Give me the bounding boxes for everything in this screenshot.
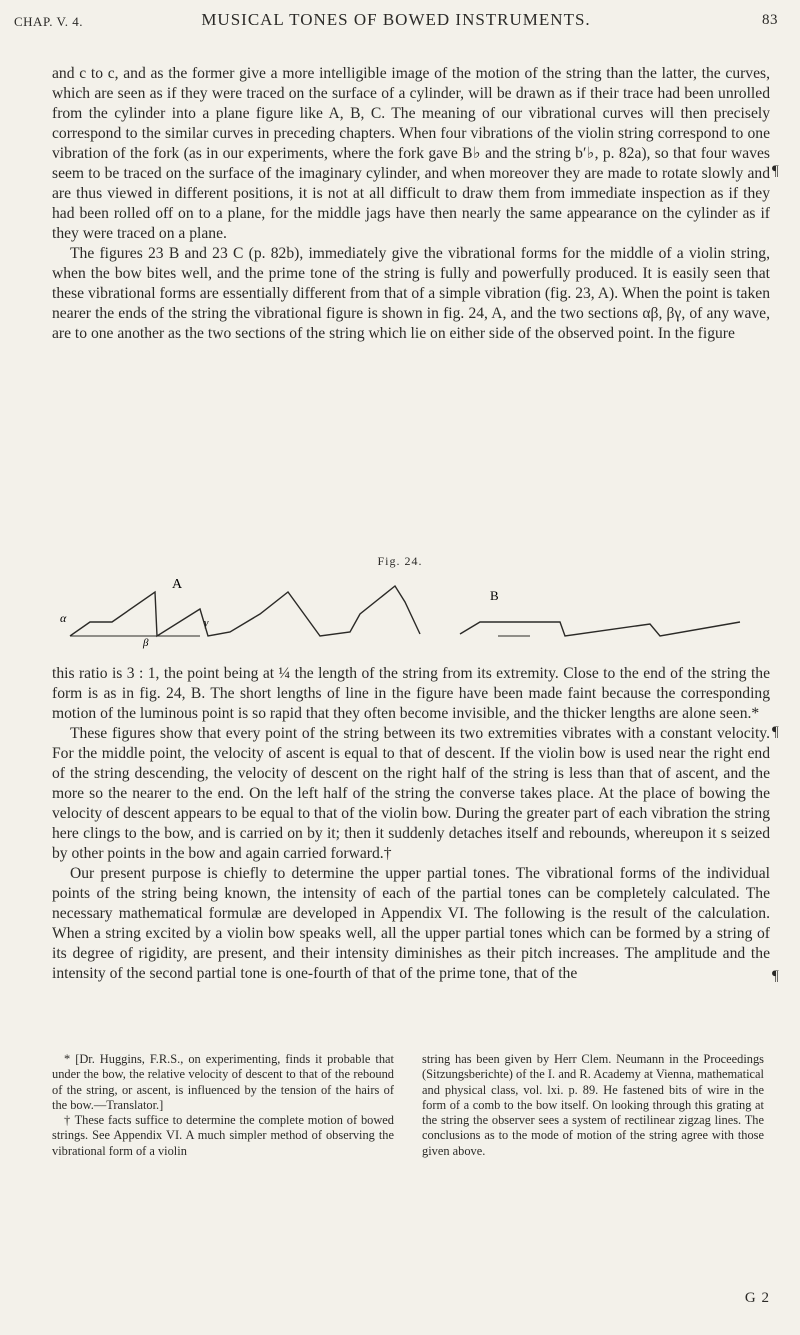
margin-pilcrow: ¶ [772, 724, 779, 740]
figure-24-vibrational-forms [60, 574, 760, 654]
zigzag-wave-a [70, 586, 420, 636]
body-text-top [52, 64, 770, 344]
footnotes-left-column [52, 1052, 394, 1159]
running-title: MUSICAL TONES OF BOWED INSTRUMENTS. [201, 10, 591, 29]
chapter-reference: CHAP. V. 4. [14, 14, 83, 29]
page-number: 83 [762, 12, 778, 28]
paragraph: Our present purpose is chiefly to determine the upper partial tones. The vibrational forms of the individual points of the string being known, the intensity of each of the partial tones can be completely calculated. The necessary mathematical formulæ are developed in Appendix VI. The following is the result of the calculation. When a string excited by a violin bow speaks well, all the upper partial tones which can be formed by a string of its degree of rigidity, are present, and their intensity diminishes as their pitch increases. The amplitude and the intensity of the second partial tone is one-fourth of that of the prime tone, that of the [52, 865, 770, 982]
greek-beta: β [143, 637, 149, 649]
body-text-bottom [52, 664, 770, 984]
zigzag-wave-b [460, 622, 740, 636]
footnote-continuation: string has been given by Herr Clem. Neumann in the Proceedings (Sitzungsberichte) of the I. and R. Academy at Vienna, mathematical and physical class, vol. lxi. p. 89. He fastened bits of wire in the form of a comb to the bow itself. On looking through this grating at the string the observer sees a system of rectilinear zigzag lines. The conclusions as to the mode of motion of the string agree with those given above. [422, 1052, 764, 1158]
margin-pilcrow: ¶ [772, 968, 779, 984]
greek-gamma: γ [204, 617, 209, 629]
paragraph: and c to c, and as the former give a more intelligible image of the motion of the string than the latter, the curves, which are seen as if they were traced on the surface of a cylinder, will be drawn as if their trace had been unrolled from the cylinder into a plane figure like A, B, C. The meaning of our vibrational curves will then precisely correspond to the similar curves in preceding chapters. When four vibrations of the violin string correspond to one vibration of the fork (as in our experiments, where the fork gave B♭ and the string b′♭, p. 82a), so that four waves seem to be traced on the surface of the imaginary cylinder, and when moreover they are made to rotate slowly and are thus viewed in different positions, it is not at all difficult to draw them from immediate inspection as if they had been rolled off on to a plane, for the middle jags have then nearly the same appearance on the cylinder as if they were traced on a plane. [52, 65, 770, 242]
running-header [14, 10, 778, 36]
footnotes-right-column [422, 1052, 764, 1159]
signature-mark: G 2 [744, 1290, 770, 1306]
footnote: † These facts suffice to determine the complete motion of bowed strings. See Appendix VI. A much simpler method of observing the vibrational form of a violin [52, 1113, 394, 1158]
greek-alpha: α [60, 611, 67, 625]
paragraph: These figures show that every point of the string between its two extremities vibrates with a constant velocity. For the middle point, the velocity of ascent is equal to that of descent. If the violin bow is used near the right end of the string descending, the velocity of descent on the right half of the string is less than that of ascent, and the more so the nearer to the end. On the left half of the string the converse takes place. At the place of bowing the velocity of descent appears to be equal to that of the violin bow. During the greater part of each vibration the string here clings to the bow, and is carried on by it; then it suddenly detaches itself and rebounds, whereupon it s seized by other points in the bow and again carried forward.† [52, 725, 770, 862]
figure-caption: Fig. 24. [377, 554, 423, 568]
paragraph: this ratio is 3 : 1, the point being at ¼ the length of the string from its extremity. Close to the end of the string the form is as in fig. 24, B. The short lengths of line in the figure have been made faint because the corresponding motion of the luminous point is so rapid that they often become invisible, and the thicker lengths are alone seen.* [52, 665, 770, 722]
figure-label-b: B [490, 588, 499, 603]
paragraph: The figures 23 B and 23 C (p. 82b), immediately give the vibrational forms for the middle of a violin string, when the bow bites well, and the prime tone of the string is fully and powerfully produced. It is easily seen that these vibrational forms are essentially different from that of a simple vibration (fig. 23, A). When the point is taken nearer the ends of the string the vibrational figure is shown in fig. 24, A, and the two sections αβ, βγ, of any wave, are to one another as the two sections of the string which lie on either side of the observed point. In the figure [52, 245, 770, 342]
margin-pilcrow: ¶ [772, 163, 779, 179]
footnote: * [Dr. Huggins, F.R.S., on experimenting, finds it probable that under the bow, the relative velocity of descent to that of the rebound of the string, or ascent, is influenced by the tension of the hairs of the bow.—Translator.] [52, 1052, 394, 1112]
figure-label-a: A [172, 577, 183, 592]
